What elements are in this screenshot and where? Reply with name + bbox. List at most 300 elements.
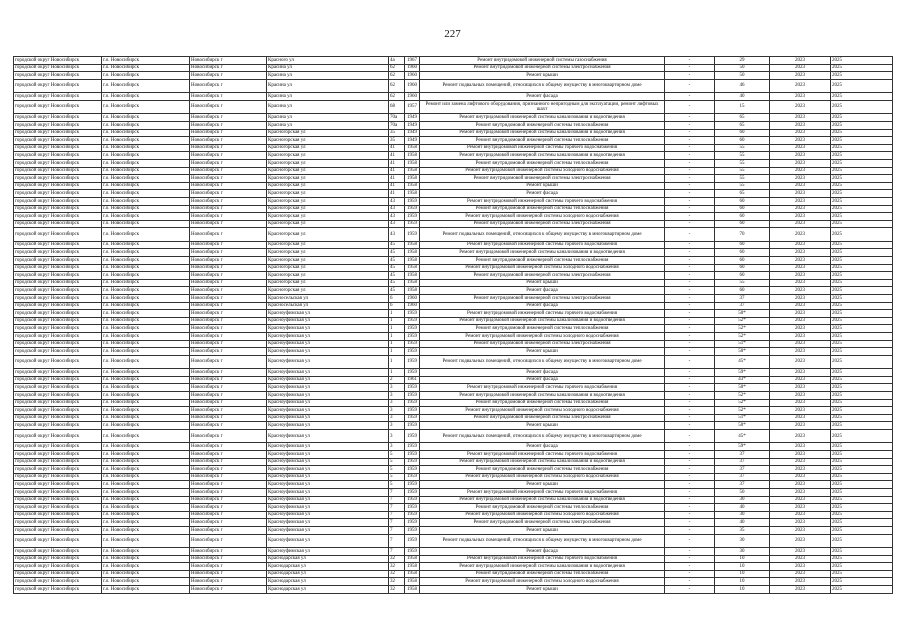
table-cell: городской округ Новосибирск bbox=[14, 458, 102, 466]
table-cell: Ремонт внутридомовой инженерной системы холодного водоснабжения bbox=[420, 407, 665, 415]
table-row bbox=[14, 213, 893, 221]
table-cell: Красина ул bbox=[267, 64, 389, 72]
table-cell: 2025 bbox=[831, 72, 893, 80]
table-cell: - bbox=[665, 175, 715, 183]
table-cell: Ремонт внутридомовой инженерной системы канализования и водоотведения bbox=[420, 152, 665, 160]
table-cell: 1958 bbox=[405, 563, 420, 571]
table-row bbox=[14, 391, 893, 399]
table-row bbox=[14, 519, 893, 527]
table-cell: 5 bbox=[389, 473, 405, 481]
table-cell: 32 bbox=[389, 570, 405, 578]
table-cell: Красногорская ул bbox=[267, 182, 389, 190]
table-cell: 2025 bbox=[831, 249, 893, 257]
table-row bbox=[14, 443, 893, 451]
table-cell: 1959 bbox=[405, 534, 420, 548]
table-cell: 10 bbox=[715, 570, 770, 578]
table-cell: Ремонт внутридомовой инженерной системы горячего водоснабжения bbox=[420, 241, 665, 249]
table-cell: 2023 bbox=[770, 407, 831, 415]
table-cell: Ремонт фасада bbox=[420, 548, 665, 556]
table-cell: Красноуфимская ул bbox=[267, 317, 389, 325]
table-cell: 1959 bbox=[405, 451, 420, 459]
table-row bbox=[14, 167, 893, 175]
table-cell: г.о. Новосибирск bbox=[102, 57, 190, 65]
table-cell: городской округ Новосибирск bbox=[14, 466, 102, 474]
table-cell: Ремонт крыши bbox=[420, 481, 665, 489]
table-cell: Новосибирск г bbox=[190, 137, 267, 145]
table-cell: 2023 bbox=[770, 340, 831, 348]
table-cell: городской округ Новосибирск bbox=[14, 294, 102, 302]
table-cell: Ремонт внутридомовой инженерной системы теплоснабжения bbox=[420, 570, 665, 578]
table-cell: 1959 bbox=[405, 473, 420, 481]
table-cell: 1958 bbox=[405, 256, 420, 264]
table-cell: 2023 bbox=[770, 302, 831, 310]
table-cell: Ремонт или замена лифтового оборудования, признанного непригодным для эксплуатации, ремонт лифтовых шахт bbox=[420, 100, 665, 114]
table-cell: Новосибирск г bbox=[190, 369, 267, 377]
table-row bbox=[14, 72, 893, 80]
table-cell: 55 bbox=[715, 279, 770, 287]
table-row bbox=[14, 348, 893, 356]
table-cell: г.о. Новосибирск bbox=[102, 555, 190, 563]
table-cell: городской округ Новосибирск bbox=[14, 451, 102, 459]
table-cell: 2025 bbox=[831, 325, 893, 333]
table-cell: - bbox=[665, 332, 715, 340]
table-cell: Красноуфимская ул bbox=[267, 466, 389, 474]
table-cell: г.о. Новосибирск bbox=[102, 287, 190, 295]
table-cell: г.о. Новосибирск bbox=[102, 100, 190, 114]
table-cell: 2023 bbox=[770, 519, 831, 527]
table-cell: 1959 bbox=[405, 369, 420, 377]
table-cell: 2023 bbox=[770, 279, 831, 287]
table-cell: Краснодарская ул bbox=[267, 570, 389, 578]
table-cell: Ремонт внутридомовой инженерной системы горячего водоснабжения bbox=[420, 144, 665, 152]
table-cell: г.о. Новосибирск bbox=[102, 182, 190, 190]
table-cell: 2023 bbox=[770, 228, 831, 242]
table-cell: 1958 bbox=[405, 578, 420, 586]
table-cell: Красноуфимская ул bbox=[267, 451, 389, 459]
table-cell: 2025 bbox=[831, 466, 893, 474]
table-row bbox=[14, 570, 893, 578]
table-cell: 32 bbox=[389, 586, 405, 594]
table-cell: Красина ул bbox=[267, 79, 389, 93]
table-cell: Новосибирск г bbox=[190, 310, 267, 318]
table-cell: - bbox=[665, 466, 715, 474]
table-cell: г.о. Новосибирск bbox=[102, 422, 190, 430]
table-cell: 1958 bbox=[405, 555, 420, 563]
table-cell: 7 bbox=[389, 548, 405, 556]
table-cell: 2023 bbox=[770, 144, 831, 152]
table-cell: 62 bbox=[389, 64, 405, 72]
table-cell: 59* bbox=[715, 369, 770, 377]
table-cell: г.о. Новосибирск bbox=[102, 548, 190, 556]
table-cell: городской округ Новосибирск bbox=[14, 256, 102, 264]
table-cell: г.о. Новосибирск bbox=[102, 399, 190, 407]
table-cell: 50 bbox=[715, 64, 770, 72]
table-cell: 3 bbox=[389, 399, 405, 407]
table-cell: Красноуфимская ул bbox=[267, 340, 389, 348]
table-cell: Красноуфимская ул bbox=[267, 511, 389, 519]
table-cell: Красногорская ул bbox=[267, 249, 389, 257]
table-cell: 2023 bbox=[770, 332, 831, 340]
table-cell: 2023 bbox=[770, 190, 831, 198]
table-cell: г.о. Новосибирск bbox=[102, 129, 190, 137]
table-row bbox=[14, 79, 893, 93]
table-cell: Ремонт внутридомовой инженерной системы электроснабжения bbox=[420, 272, 665, 280]
table-cell: 1 bbox=[389, 355, 405, 369]
table-cell: - bbox=[665, 167, 715, 175]
table-cell: городской округ Новосибирск bbox=[14, 93, 102, 101]
table-cell: - bbox=[665, 548, 715, 556]
table-cell: 2023 bbox=[770, 205, 831, 213]
table-cell: 1958 bbox=[405, 586, 420, 594]
table-row bbox=[14, 429, 893, 443]
table-cell: Новосибирск г bbox=[190, 228, 267, 242]
table-cell: Ремонт внутридомовой инженерной системы теплоснабжения bbox=[420, 137, 665, 145]
table-cell: 2025 bbox=[831, 496, 893, 504]
table-cell: 2025 bbox=[831, 376, 893, 384]
table-cell: 41 bbox=[389, 144, 405, 152]
table-cell: 2023 bbox=[770, 399, 831, 407]
table-cell: 2023 bbox=[770, 264, 831, 272]
table-cell: Ремонт внутридомовой инженерной системы горячего водоснабжения bbox=[420, 384, 665, 392]
table-cell: городской округ Новосибирск bbox=[14, 144, 102, 152]
table-cell: 2025 bbox=[831, 228, 893, 242]
table-cell: 2025 bbox=[831, 332, 893, 340]
table-cell: 2023 bbox=[770, 376, 831, 384]
table-cell: - bbox=[665, 294, 715, 302]
table-row bbox=[14, 64, 893, 72]
table-cell: 2025 bbox=[831, 534, 893, 548]
table-row bbox=[14, 332, 893, 340]
table-cell: - bbox=[665, 458, 715, 466]
table-cell: 1959 bbox=[405, 466, 420, 474]
table-cell: - bbox=[665, 228, 715, 242]
table-cell: 2023 bbox=[770, 555, 831, 563]
table-cell: 35 bbox=[715, 526, 770, 534]
table-cell: Новосибирск г bbox=[190, 443, 267, 451]
table-cell: г.о. Новосибирск bbox=[102, 79, 190, 93]
table-cell: городской округ Новосибирск bbox=[14, 317, 102, 325]
table-cell: - bbox=[665, 197, 715, 205]
table-cell: Ремонт внутридомовой инженерной системы электроснабжения bbox=[420, 220, 665, 228]
table-cell: 1959 bbox=[405, 332, 420, 340]
table-cell: 41 bbox=[389, 175, 405, 183]
table-cell: - bbox=[665, 121, 715, 129]
table-cell: 60 bbox=[715, 249, 770, 257]
table-cell: 2025 bbox=[831, 519, 893, 527]
table-cell: 2023 bbox=[770, 57, 831, 65]
table-cell: г.о. Новосибирск bbox=[102, 159, 190, 167]
table-cell: Ремонт внутридомовой инженерной системы электроснабжения bbox=[420, 340, 665, 348]
table-cell: Красносельская ул bbox=[267, 294, 389, 302]
table-cell: 2023 bbox=[770, 213, 831, 221]
table-cell: 3 bbox=[389, 407, 405, 415]
table-cell: г.о. Новосибирск bbox=[102, 228, 190, 242]
table-cell: Новосибирск г bbox=[190, 287, 267, 295]
table-row bbox=[14, 220, 893, 228]
table-cell: г.о. Новосибирск bbox=[102, 93, 190, 101]
table-cell: городской округ Новосибирск bbox=[14, 376, 102, 384]
table-cell: 1949 bbox=[405, 137, 420, 145]
table-cell: 1959 bbox=[405, 511, 420, 519]
table-cell: 1949 bbox=[405, 129, 420, 137]
table-cell: 43 bbox=[389, 228, 405, 242]
table-row bbox=[14, 414, 893, 422]
table-cell: 2025 bbox=[831, 451, 893, 459]
table-cell: Красноуфимская ул bbox=[267, 310, 389, 318]
table-cell: городской округ Новосибирск bbox=[14, 348, 102, 356]
table-cell: Ремонт внутридомовой инженерной системы холодного водоснабжения bbox=[420, 332, 665, 340]
table-cell: 65 bbox=[715, 114, 770, 122]
table-cell: Новосибирск г bbox=[190, 182, 267, 190]
table-cell: - bbox=[665, 264, 715, 272]
table-cell: городской округ Новосибирск bbox=[14, 369, 102, 377]
table-cell: 2025 bbox=[831, 511, 893, 519]
table-cell: 3 bbox=[389, 391, 405, 399]
table-cell: 1959 bbox=[405, 429, 420, 443]
table-cell: 2025 bbox=[831, 287, 893, 295]
table-cell: городской округ Новосибирск bbox=[14, 137, 102, 145]
table-cell: 2025 bbox=[831, 489, 893, 497]
table-cell: Красноуфимская ул bbox=[267, 504, 389, 512]
table-cell: 1958 bbox=[405, 167, 420, 175]
table-cell: 43 bbox=[389, 197, 405, 205]
table-cell: 2025 bbox=[831, 458, 893, 466]
table-cell: 2023 bbox=[770, 72, 831, 80]
table-cell: Ремонт фасада bbox=[420, 302, 665, 310]
table-cell: 40 bbox=[715, 93, 770, 101]
table-cell: г.о. Новосибирск bbox=[102, 586, 190, 594]
table-cell: 1967 bbox=[405, 57, 420, 65]
table-cell: городской округ Новосибирск bbox=[14, 241, 102, 249]
table-row bbox=[14, 317, 893, 325]
table-cell: 1959 bbox=[405, 317, 420, 325]
table-cell: 70а bbox=[389, 114, 405, 122]
table-cell: - bbox=[665, 114, 715, 122]
table-cell: 35 bbox=[389, 137, 405, 145]
table-cell: 2023 bbox=[770, 458, 831, 466]
table-cell: 2023 bbox=[770, 79, 831, 93]
table-cell: - bbox=[665, 190, 715, 198]
table-cell: Новосибирск г bbox=[190, 152, 267, 160]
table-cell: г.о. Новосибирск bbox=[102, 473, 190, 481]
table-cell: Краснодарская ул bbox=[267, 563, 389, 571]
table-cell: Красноуфимская ул bbox=[267, 369, 389, 377]
table-row bbox=[14, 376, 893, 384]
table-cell: 60 bbox=[715, 137, 770, 145]
table-cell: 52* bbox=[715, 325, 770, 333]
table-cell: 45 bbox=[389, 287, 405, 295]
table-cell: - bbox=[665, 182, 715, 190]
table-cell: 2023 bbox=[770, 197, 831, 205]
table-cell: 1959 bbox=[405, 458, 420, 466]
table-row bbox=[14, 121, 893, 129]
table-cell: Красногорская ул bbox=[267, 228, 389, 242]
table-cell: г.о. Новосибирск bbox=[102, 137, 190, 145]
table-cell: Новосибирск г bbox=[190, 496, 267, 504]
table-cell: - bbox=[665, 526, 715, 534]
table-cell: 2023 bbox=[770, 586, 831, 594]
table-cell: 2025 bbox=[831, 100, 893, 114]
table-cell: 2023 bbox=[770, 391, 831, 399]
table-cell: городской округ Новосибирск bbox=[14, 340, 102, 348]
table-cell: Новосибирск г bbox=[190, 175, 267, 183]
table-cell: - bbox=[665, 481, 715, 489]
table-cell: Ремонт внутридомовой инженерной системы электроснабжения bbox=[420, 519, 665, 527]
table-row bbox=[14, 310, 893, 318]
table-cell: г.о. Новосибирск bbox=[102, 279, 190, 287]
table-row bbox=[14, 466, 893, 474]
table-row bbox=[14, 563, 893, 571]
table-cell: - bbox=[665, 144, 715, 152]
table-cell: г.о. Новосибирск bbox=[102, 511, 190, 519]
table-cell: 37 bbox=[715, 458, 770, 466]
table-cell: Новосибирск г bbox=[190, 481, 267, 489]
table-cell: 7 bbox=[389, 496, 405, 504]
table-cell: Красноуфимская ул bbox=[267, 399, 389, 407]
table-cell: - bbox=[665, 220, 715, 228]
table-cell: 45* bbox=[715, 429, 770, 443]
table-cell: г.о. Новосибирск bbox=[102, 466, 190, 474]
table-cell: Красногорская ул bbox=[267, 129, 389, 137]
table-cell: - bbox=[665, 451, 715, 459]
table-cell: Новосибирск г bbox=[190, 466, 267, 474]
table-cell: 2023 bbox=[770, 287, 831, 295]
table-cell: 2023 bbox=[770, 121, 831, 129]
table-cell: - bbox=[665, 355, 715, 369]
table-cell: 55 bbox=[715, 159, 770, 167]
table-cell: 1949 bbox=[405, 121, 420, 129]
table-cell: 30 bbox=[715, 496, 770, 504]
table-cell: городской округ Новосибирск bbox=[14, 72, 102, 80]
table-cell: 2025 bbox=[831, 279, 893, 287]
table-cell: 2023 bbox=[770, 64, 831, 72]
table-cell: - bbox=[665, 504, 715, 512]
table-cell: 30 bbox=[715, 534, 770, 548]
table-cell: городской округ Новосибирск bbox=[14, 272, 102, 280]
table-cell: Ремонт фасада bbox=[420, 376, 665, 384]
table-cell: 50* bbox=[715, 348, 770, 356]
table-cell: 2025 bbox=[831, 114, 893, 122]
table-cell: городской округ Новосибирск bbox=[14, 534, 102, 548]
table-cell: Красноуфимская ул bbox=[267, 348, 389, 356]
table-cell: городской округ Новосибирск bbox=[14, 57, 102, 65]
table-cell: 1 bbox=[389, 325, 405, 333]
table-cell: Новосибирск г bbox=[190, 264, 267, 272]
table-cell: 2023 bbox=[770, 167, 831, 175]
table-cell: Новосибирск г bbox=[190, 555, 267, 563]
table-cell: Новосибирск г bbox=[190, 302, 267, 310]
table-cell: Красина ул bbox=[267, 114, 389, 122]
table-cell: Новосибирск г bbox=[190, 294, 267, 302]
table-row bbox=[14, 302, 893, 310]
table-row bbox=[14, 205, 893, 213]
table-cell: 1960 bbox=[405, 93, 420, 101]
table-cell: Ремонт внутридомовой инженерной системы теплоснабжения bbox=[420, 399, 665, 407]
table-cell: 65 bbox=[715, 190, 770, 198]
table-cell: 52* bbox=[715, 407, 770, 415]
table-cell: г.о. Новосибирск bbox=[102, 519, 190, 527]
table-cell: Ремонт внутридомовой инженерной системы теплоснабжения bbox=[420, 325, 665, 333]
table-cell: 50* bbox=[715, 310, 770, 318]
table-cell: Новосибирск г bbox=[190, 563, 267, 571]
table-cell: 2023 bbox=[770, 369, 831, 377]
table-cell: 2025 bbox=[831, 190, 893, 198]
table-cell: Новосибирск г bbox=[190, 458, 267, 466]
table-cell: 1 bbox=[389, 348, 405, 356]
table-cell: Новосибирск г bbox=[190, 526, 267, 534]
table-cell: городской округ Новосибирск bbox=[14, 197, 102, 205]
table-cell: 40 bbox=[715, 519, 770, 527]
table-cell: - bbox=[665, 205, 715, 213]
table-cell: 2025 bbox=[831, 64, 893, 72]
table-cell: 2023 bbox=[770, 114, 831, 122]
table-cell: городской округ Новосибирск bbox=[14, 563, 102, 571]
table-cell: 2023 bbox=[770, 504, 831, 512]
table-cell: 1 bbox=[389, 310, 405, 318]
table-cell: г.о. Новосибирск bbox=[102, 310, 190, 318]
table-cell: - bbox=[665, 279, 715, 287]
table-cell: - bbox=[665, 555, 715, 563]
table-cell: Красноуфимская ул bbox=[267, 422, 389, 430]
table-cell: Краснодарская ул bbox=[267, 578, 389, 586]
table-cell: Красноуфимская ул bbox=[267, 489, 389, 497]
table-cell: 60 bbox=[715, 272, 770, 280]
table-cell: Красногорская ул bbox=[267, 205, 389, 213]
table-cell: 2025 bbox=[831, 563, 893, 571]
table-cell: Новосибирск г bbox=[190, 399, 267, 407]
table-cell: г.о. Новосибирск bbox=[102, 205, 190, 213]
table-cell: г.о. Новосибирск bbox=[102, 294, 190, 302]
table-row bbox=[14, 504, 893, 512]
table-cell: Новосибирск г bbox=[190, 256, 267, 264]
table-cell: - bbox=[665, 391, 715, 399]
table-cell: 15 bbox=[715, 100, 770, 114]
table-cell: городской округ Новосибирск bbox=[14, 159, 102, 167]
table-cell: 2023 bbox=[770, 348, 831, 356]
table-cell: городской округ Новосибирск bbox=[14, 422, 102, 430]
table-cell: Новосибирск г bbox=[190, 332, 267, 340]
table-cell: 7 bbox=[389, 489, 405, 497]
table-cell: 2025 bbox=[831, 272, 893, 280]
table-cell: 60 bbox=[715, 241, 770, 249]
table-cell: Красногорская ул bbox=[267, 167, 389, 175]
table-cell: Ремонт внутридомовой инженерной системы электроснабжения bbox=[420, 414, 665, 422]
table-cell: 1949 bbox=[405, 114, 420, 122]
table-cell: Новосибирск г bbox=[190, 391, 267, 399]
table-cell: Красногорская ул bbox=[267, 241, 389, 249]
page-number: 227 bbox=[444, 28, 461, 40]
table-cell: 50 bbox=[715, 72, 770, 80]
table-cell: 1960 bbox=[405, 72, 420, 80]
table-cell: - bbox=[665, 443, 715, 451]
table-cell: Новосибирск г bbox=[190, 121, 267, 129]
table-cell: Ремонт внутридомовой инженерной системы холодного водоснабжения bbox=[420, 511, 665, 519]
table-cell: 2025 bbox=[831, 264, 893, 272]
table-cell: - bbox=[665, 57, 715, 65]
table-cell: - bbox=[665, 563, 715, 571]
table-cell: 2025 bbox=[831, 391, 893, 399]
table-cell: - bbox=[665, 376, 715, 384]
table-cell: Ремонт фасада bbox=[420, 93, 665, 101]
table-row bbox=[14, 256, 893, 264]
table-cell: 45 bbox=[389, 249, 405, 257]
table-cell: городской округ Новосибирск bbox=[14, 473, 102, 481]
table-cell: Новосибирск г bbox=[190, 422, 267, 430]
table-cell: 35 bbox=[389, 129, 405, 137]
table-cell: - bbox=[665, 407, 715, 415]
table-cell: Новосибирск г bbox=[190, 279, 267, 287]
table-cell: Ремонт подвальных помещений, относящихся к общему имуществу в многоквартирном доме bbox=[420, 228, 665, 242]
